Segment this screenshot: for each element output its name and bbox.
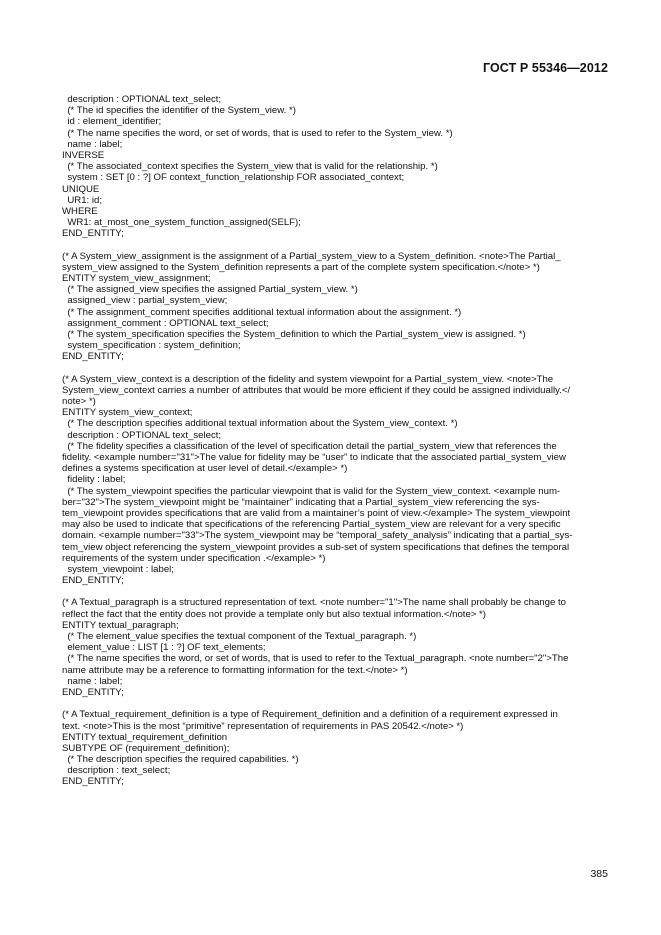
express-code-listing (62, 94, 602, 788)
code-line: domain. <example number="33">The system_viewpoint may be “temporal_safety_analysis” indicating that a partial_sys- (62, 530, 573, 542)
code-line: name : label; (62, 675, 123, 687)
code-line: ENTITY system_view_assignment; (62, 273, 211, 284)
code-line: description : OPTIONAL text_select; (62, 94, 222, 105)
code-line: (* The id specifies the identifier of the System_view. *) (62, 105, 296, 117)
block-separator (62, 698, 602, 709)
code-line: ENTITY textual_paragraph; (62, 619, 179, 631)
code-line: tem_view object referencing the system_viewpoint provides a sub-set of system specifications that defines the temporal (62, 541, 570, 553)
code-line: END_ENTITY; (62, 776, 124, 788)
code-line: system_view assigned to the System_definition represents a part of the complete system specification.</note> *) (62, 261, 540, 273)
code-line: requirements of the system under specification .</example> *) (62, 552, 326, 564)
code-line: (* The fidelity specifies a classification of the level of specification detail the partial_system_view that references the (62, 440, 557, 452)
code-line: defines a systems specification at user level of detail.</example> *) (62, 463, 348, 475)
code-line: (* The associated_context specifies the System_view that is valid for the relationship. *) (62, 161, 438, 173)
code-line: SUBTYPE OF (requirement_definition); (62, 742, 230, 754)
block-separator (62, 239, 602, 250)
code-line: assignment_comment : OPTIONAL text_select; (62, 317, 269, 329)
code-line: END_ENTITY; (62, 575, 124, 587)
code-line: (* A Textual_paragraph is a structured representation of text. <note number="1">The name shall probably be change to (62, 597, 566, 609)
code-line: (* A System_view_assignment is the assignment of a Partial_system_view to a System_definition. <note>The Partial_ (62, 250, 561, 262)
code-line: INVERSE (62, 149, 105, 161)
code-line: (* The system_specification specifies the System_definition to which the Partial_system_view is assigned. *) (62, 328, 526, 340)
code-line: ber="32">The system_viewpoint might be “maintainer” indicating that a Partial_system_view referencing the sys- (62, 496, 540, 508)
code-line: fidelity. <example number="31">The value for fidelity may be “user” to indicate that the associated partial_system_view (62, 452, 566, 463)
block-separator (62, 363, 602, 374)
code-line: (* The description specifies the required capabilities. *) (62, 754, 299, 766)
code-line: reflect the fact that the entity does not provide a template only but also textual information.</note> *) (62, 608, 486, 620)
code-line: UR1: id; (62, 194, 102, 206)
code-line: fidelity : label; (62, 474, 126, 486)
code-line: name attribute may be a reference to formatting information for the text.</note> *) (62, 664, 408, 676)
code-line: (* The assignment_comment specifies additional textual information about the assignment. *) (62, 306, 462, 318)
code-line: (* The name specifies the word, or set of words, that is used to refer to the Textual_paragraph. <note number="2">The (62, 653, 569, 665)
code-line: ENTITY system_view_context; (62, 407, 193, 419)
code-line: note> *) (62, 396, 96, 408)
code-line: text. <note>This is the most “primitive” representation of requirements in PAS 20542.</note> *) (62, 720, 464, 732)
code-line: system : SET [0 : ?] OF context_function_relationship FOR associated_context; (62, 172, 405, 184)
block-separator (62, 586, 602, 597)
code-line: description : OPTIONAL text_select; (62, 429, 222, 441)
code-line: assigned_view : partial_system_view; (62, 295, 228, 307)
code-line: END_ENTITY; (62, 351, 124, 363)
code-line: may also be used to indicate that specifications of the referencing Partial_system_view are relevant for a very specific (62, 519, 561, 531)
code-line: (* The system_viewpoint specifies the particular viewpoint that is valid for the System_view_context. <example num- (62, 485, 561, 497)
code-line: (* A System_view_context is a description of the fidelity and system viewpoint for a Partial_system_view. <note>The (62, 373, 554, 385)
code-line: (* A Textual_requirement_definition is a type of Requirement_definition and a definition of a requirement expressed in (62, 709, 558, 721)
code-line: tem_viewpoint provides specifications that are valid from a maintainer’s point of view.</example> The system_viewpoint (62, 507, 571, 519)
document-standard-header: ГОСТ Р 55346—2012 (482, 61, 608, 75)
code-line: WHERE (62, 205, 98, 217)
code-line: END_ENTITY; (62, 686, 124, 698)
code-line: (* The name specifies the word, or set of words, that is used to refer to the System_view. *) (62, 127, 453, 139)
code-line: description : text_select; (62, 765, 171, 777)
page-number: 385 (590, 868, 608, 880)
code-line: (* The assigned_view specifies the assigned Partial_system_view. *) (62, 284, 358, 296)
code-line: name : label; (62, 138, 123, 150)
code-line: UNIQUE (62, 183, 100, 195)
code-line: (* The element_value specifies the textual component of the Textual_paragraph. *) (62, 631, 417, 642)
code-line: element_value : LIST [1 : ?] OF text_elements; (62, 642, 266, 654)
code-line: WR1: at_most_one_system_function_assigned(SELF); (62, 217, 301, 229)
code-line: system_specification : system_definition; (62, 340, 241, 352)
code-line: ENTITY textual_requirement_definition (62, 731, 228, 743)
code-line: system_viewpoint : label; (62, 563, 174, 575)
code-line: id : element_identifier; (62, 116, 162, 128)
code-line: (* The description specifies additional textual information about the System_view_context. *) (62, 418, 458, 430)
code-line: END_ENTITY; (62, 228, 124, 240)
code-line: System_view_context carries a number of attributes that would be more efficient if they could be assigned individually.</ (62, 384, 571, 396)
